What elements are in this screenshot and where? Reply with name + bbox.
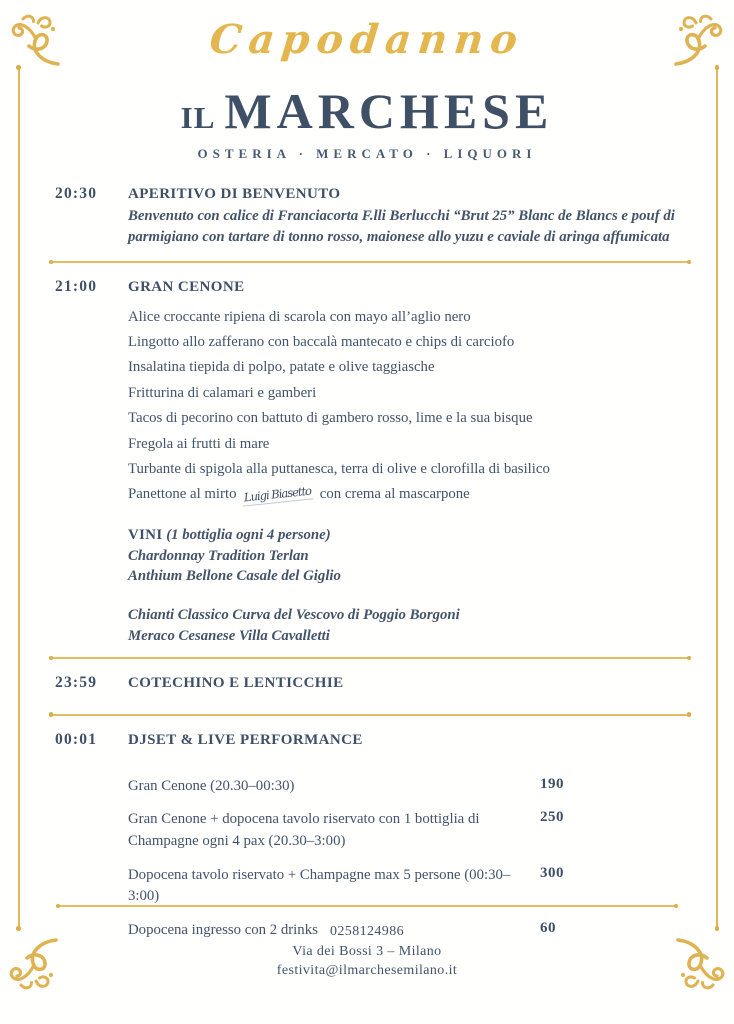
footer-contact: [0, 922, 734, 981]
dish-item: Insalatina tiepida di polpo, patate e olive taggiasche: [128, 359, 435, 376]
pricing-label: Gran Cenone + dopocena tavolo riservato con 1 bottiglia di Champagne ogni 4 pax (20.30–3:00): [128, 811, 480, 849]
panettone-text-after: con crema al mascarpone: [319, 486, 470, 503]
brand-prefix: IL: [180, 100, 216, 135]
brand-name: MARCHESE: [224, 83, 554, 139]
pricing-row: [128, 776, 640, 797]
dish-list: [128, 310, 701, 477]
left-border-line: [18, 68, 20, 928]
brand-tagline: OSTERIA · MERCATO · LIQUORI: [197, 146, 537, 161]
cotechino-title: COTECHINO E LENTICCHIE: [128, 674, 344, 691]
menu-content: [55, 185, 701, 954]
cenone-time: 21:00: [55, 277, 98, 295]
event-title: Capodanno: [207, 16, 527, 63]
right-border-line: [716, 68, 718, 928]
section-aperitivo-header: [55, 185, 701, 203]
aperitivo-description: Benvenuto con calice di Franciacorta F.lli Berlucchi “Brut 25” Blanc de Blancs e pouf di parmigiano con tartare di tonno rosso, maionese allo yuzu e caviale di aringa affumicata: [128, 208, 675, 245]
pricing-label: Dopocena ingresso con 2 drinks: [128, 922, 318, 939]
pastry-chef-signature: Luigi Biasetto: [242, 486, 314, 507]
wine-note: (1 bottiglia ogni 4 persone): [166, 526, 331, 543]
dish-item: Fregola ai frutti di mare: [128, 435, 270, 452]
pricing-price: 60: [540, 920, 556, 937]
section-divider: [50, 261, 690, 263]
pricing-price: 190: [540, 775, 564, 792]
aperitivo-title: APERITIVO DI BENVENUTO: [128, 186, 341, 202]
dish-item: Fritturina di calamari e gamberi: [128, 384, 317, 401]
pricing-label: Gran Cenone (20.30–00:30): [128, 777, 295, 794]
dish-item: Alice croccante ripiena di scarola con mayo all’aglio nero: [128, 308, 471, 325]
cenone-title: GRAN CENONE: [128, 278, 245, 295]
section-divider: [50, 657, 690, 659]
contact-email[interactable]: festivita@ilmarchesemilano.it: [276, 963, 458, 979]
section-divider: [50, 714, 690, 716]
panettone-text-before: Panettone al mirto: [128, 486, 237, 503]
wine-item: Chianti Classico Curva del Vescovo di Poggio Borgoni: [128, 606, 460, 623]
wine-label: VINI: [128, 526, 163, 543]
djset-title: DJSET & LIVE PERFORMANCE: [128, 731, 363, 748]
pricing-label: Dopocena tavolo riservato + Champagne max 5 persone (00:30–3:00): [128, 866, 511, 905]
wine-item: Anthium Bellone Casale del Giglio: [128, 568, 341, 585]
section-cenone-header: [55, 278, 701, 296]
aperitivo-time: 20:30: [55, 185, 98, 202]
wine-item: Chardonnay Tradition Terlan: [128, 547, 309, 564]
footer-divider: [57, 905, 677, 907]
pricing-row: [128, 809, 640, 852]
section-djset-header: [55, 731, 701, 749]
dish-panettone: [128, 483, 701, 505]
street-address: Via dei Bossi 3 – Milano: [292, 943, 442, 959]
section-cotechino-header: [55, 674, 701, 692]
pricing-table: [128, 776, 640, 942]
wine-list: [128, 525, 701, 647]
pricing-price: 300: [540, 864, 564, 881]
dish-item: Turbante di spigola alla puttanesca, terra di olive e clorofilla di basilico: [128, 460, 550, 477]
wine-list-header: [128, 525, 701, 546]
pricing-row: [128, 865, 640, 908]
dish-item: Lingotto allo zafferano con baccalà mantecato e chips di carciofo: [128, 333, 515, 350]
brand-logo: [0, 82, 734, 140]
wine-item: Meraco Cesanese Villa Cavalletti: [128, 627, 330, 644]
cotechino-time: 23:59: [55, 673, 98, 691]
dish-item: Tacos di pecorino con battuto di gambero rosso, lime e la sua bisque: [128, 410, 533, 427]
phone-number: 0258124986: [330, 924, 404, 939]
pricing-price: 250: [540, 809, 564, 826]
wine-list-gap: [128, 587, 701, 605]
djset-time: 00:01: [55, 730, 98, 748]
